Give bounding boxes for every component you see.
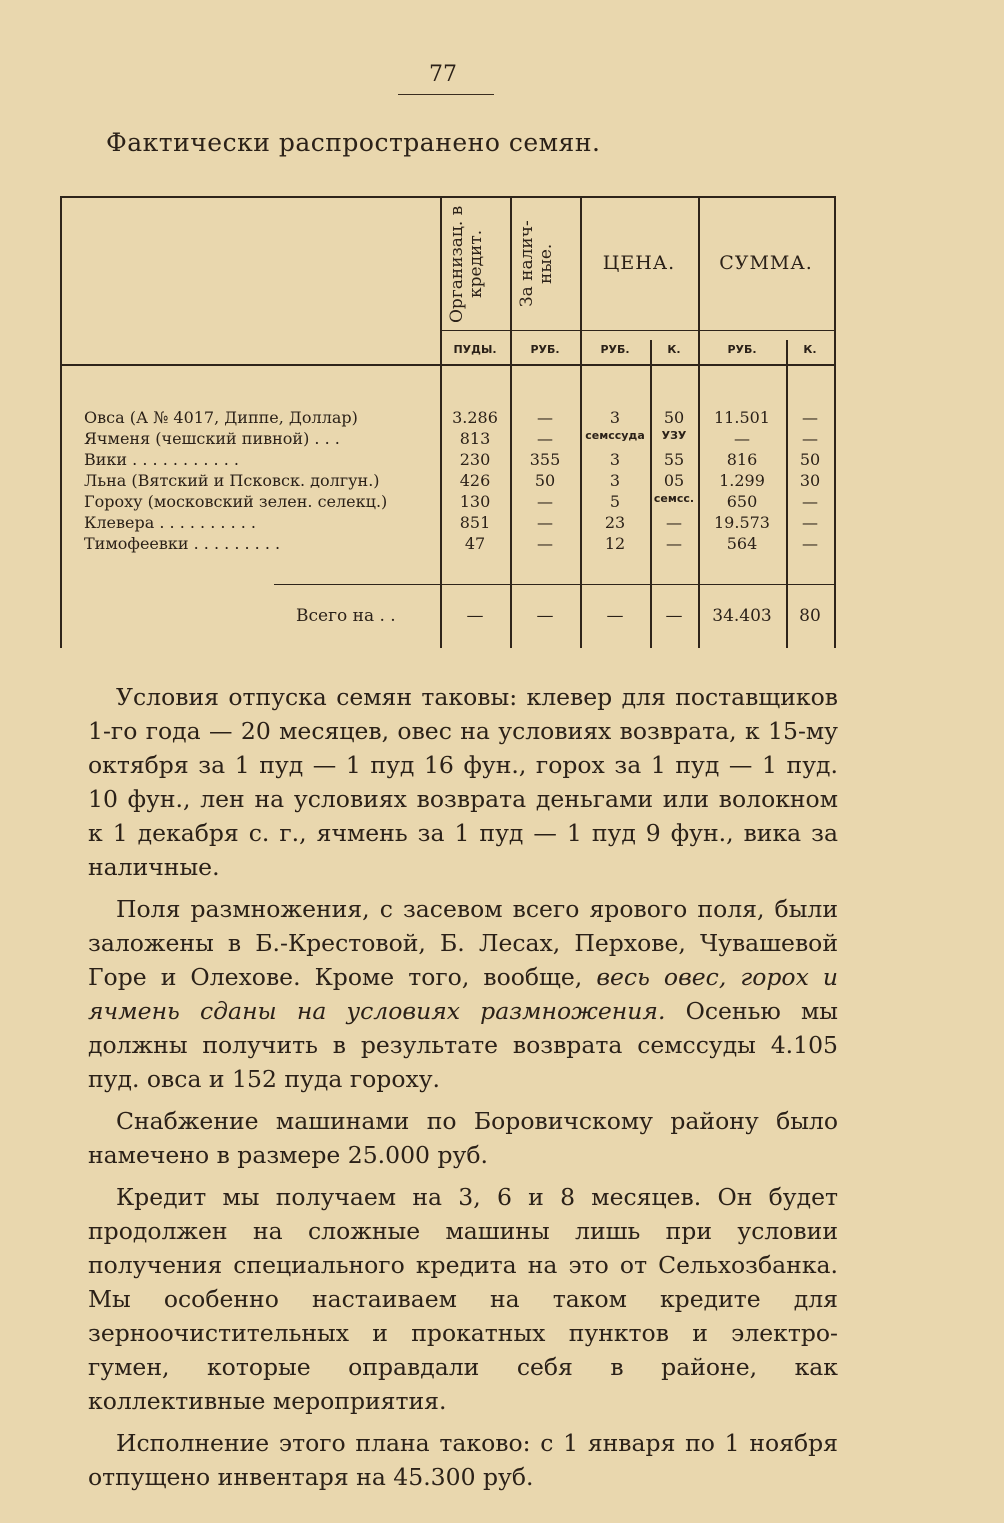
cell-sum-kop: — xyxy=(802,513,818,532)
total-price-rub: — xyxy=(606,606,624,626)
row-name: Ячменя (чешский пивной) . . . xyxy=(84,429,340,448)
table-row xyxy=(60,429,836,450)
total-sum-kop: 80 xyxy=(799,606,821,626)
table-row xyxy=(60,408,836,429)
cell-credit: 130 xyxy=(459,492,491,511)
unit-sum-rub: РУБ. xyxy=(727,343,757,356)
page-number-rule xyxy=(398,94,494,95)
cell-price-kop: — xyxy=(666,513,682,532)
total-rule xyxy=(274,584,836,585)
total-credit: — xyxy=(466,606,484,626)
cell-credit: 426 xyxy=(459,471,491,490)
paragraph-credit: Кредит мы получаем на 3, 6 и 8 месяцев. Он будет продолжен на сложные машины лишь при условии получения специального кредита на это от Сельхозбанка. Мы особенно настаиваем на таком кредите для зерноочистительных и прокатных пунктов и электро-гумен, которые оправдали себя в районе, как коллективные мероприятия. xyxy=(88,1183,838,1415)
table-row xyxy=(60,492,836,513)
total-price-kop: — xyxy=(665,606,683,626)
cell-credit: 851 xyxy=(459,513,491,532)
unit-cash: РУБ. xyxy=(530,343,560,356)
cell-price-kop: — xyxy=(666,534,682,553)
cell-cash: 50 xyxy=(534,471,556,490)
unit-credit: ПУДЫ. xyxy=(453,343,497,356)
cell-sum-kop: — xyxy=(802,534,818,553)
cell-sum-rub: 564 xyxy=(726,534,758,553)
cell-price-rub: 3 xyxy=(609,450,621,469)
cell-sum-rub: 11.501 xyxy=(714,408,770,427)
cell-price-rub: семссуда xyxy=(585,429,645,442)
paragraph-seed-terms: Условия отпуска семян таковы: клевер для поставщиков 1-го года — 20 месяцев, овес на условиях возврата, к 15-му октября за 1 пуд — 1 пуд 16 фун., горох за 1 пуд — 1 пуд. 10 фун., лен на условиях возврата деньгами или волокном к 1 декабря с. г., ячмень за 1 пуд — 1 пуд 9 фун., вика за наличные. xyxy=(88,683,838,881)
table-heading: Фактически распространено семян. xyxy=(106,128,601,157)
cell-credit: 813 xyxy=(459,429,491,448)
paragraph-breeding-fields xyxy=(88,892,838,1096)
paragraph-breeding-fields-end: Осенью мы должны получить в результате возврата семссуды 4.105 пуд. овса и 152 пуда гороху. xyxy=(88,997,838,1093)
row-name: Клевера . . . . . . . . . . xyxy=(84,513,256,532)
cell-sum-kop: — xyxy=(802,429,818,448)
cell-cash: — xyxy=(537,513,553,532)
row-name: Тимофеевки . . . . . . . . . xyxy=(84,534,281,553)
table-row xyxy=(60,513,836,534)
total-cash: — xyxy=(536,606,554,626)
table-row xyxy=(60,471,836,492)
paragraph-execution: Исполнение этого плана таково: с 1 января по 1 ноября отпущено инвентаря на 45.300 руб. xyxy=(88,1429,838,1491)
header-price: ЦЕНА. xyxy=(602,252,676,274)
cell-price-kop: 55 xyxy=(663,450,685,469)
cell-cash: — xyxy=(537,429,553,448)
cell-price-rub: 12 xyxy=(604,534,626,553)
cell-sum-kop: — xyxy=(802,492,818,511)
paragraph-machines: Снабжение машинами по Боровичскому району было намечено в размере 25.000 руб. xyxy=(88,1107,838,1169)
cell-sum-rub: — xyxy=(734,429,750,448)
unit-price-kop: К. xyxy=(667,343,681,356)
units-rule xyxy=(60,364,836,366)
total-row xyxy=(60,606,836,630)
cell-price-kop: 50 xyxy=(663,408,685,427)
page-number: 77 xyxy=(429,62,457,87)
cell-sum-rub: 650 xyxy=(726,492,758,511)
cell-price-rub: 3 xyxy=(609,408,621,427)
cell-price-kop: семсс. xyxy=(653,492,695,505)
table-row xyxy=(60,534,836,555)
cell-credit: 47 xyxy=(464,534,486,553)
total-label: Всего на . . xyxy=(296,606,396,626)
cell-price-rub: 5 xyxy=(609,492,621,511)
table-row xyxy=(60,450,836,471)
cell-cash: — xyxy=(537,534,553,553)
cell-cash: — xyxy=(537,408,553,427)
cell-credit: 230 xyxy=(459,450,491,469)
table-top-rule xyxy=(60,196,836,198)
total-sum-rub: 34.403 xyxy=(712,606,772,626)
cell-sum-kop: — xyxy=(802,408,818,427)
cell-price-kop: УЗУ xyxy=(661,429,687,442)
row-name: Гороху (московский зелен. селекц.) xyxy=(84,492,388,511)
header-cash: За налич- ные. xyxy=(517,220,556,308)
cell-sum-kop: 30 xyxy=(799,471,821,490)
cell-price-rub: 3 xyxy=(609,471,621,490)
header-sum: СУММА. xyxy=(719,252,813,274)
cell-price-rub: 23 xyxy=(604,513,626,532)
header-rule xyxy=(440,330,836,331)
body-text xyxy=(88,680,838,1494)
cell-cash: — xyxy=(537,492,553,511)
row-name: Овса (А № 4017, Диппе, Доллар) xyxy=(84,408,358,427)
paragraph-breeding-fields-italic: весь овес, горох и ячмень сданы на условиях размножения. xyxy=(88,963,839,1025)
cell-sum-rub: 816 xyxy=(726,450,758,469)
paragraph-breeding-fields-start: Поля размножения, с засевом всего ярового поля, были заложены в Б.-Крестовой, Б. Лесах, Перхове, Чувашевой Горе и Олехове. Кроме того, вообще, xyxy=(88,895,838,991)
cell-price-kop: 05 xyxy=(663,471,685,490)
unit-sum-kop: К. xyxy=(803,343,817,356)
cell-sum-kop: 50 xyxy=(799,450,821,469)
unit-price-rub: РУБ. xyxy=(600,343,630,356)
cell-sum-rub: 19.573 xyxy=(714,513,770,532)
seed-table xyxy=(60,196,836,648)
cell-credit: 3.286 xyxy=(452,408,498,427)
cell-cash: 355 xyxy=(529,450,561,469)
cell-sum-rub: 1.299 xyxy=(719,471,765,490)
row-name: Льна (Вятский и Псковск. долгун.) xyxy=(84,471,380,490)
row-name: Вики . . . . . . . . . . . xyxy=(84,450,239,469)
header-credit: Организац. в кредит. xyxy=(447,205,486,323)
